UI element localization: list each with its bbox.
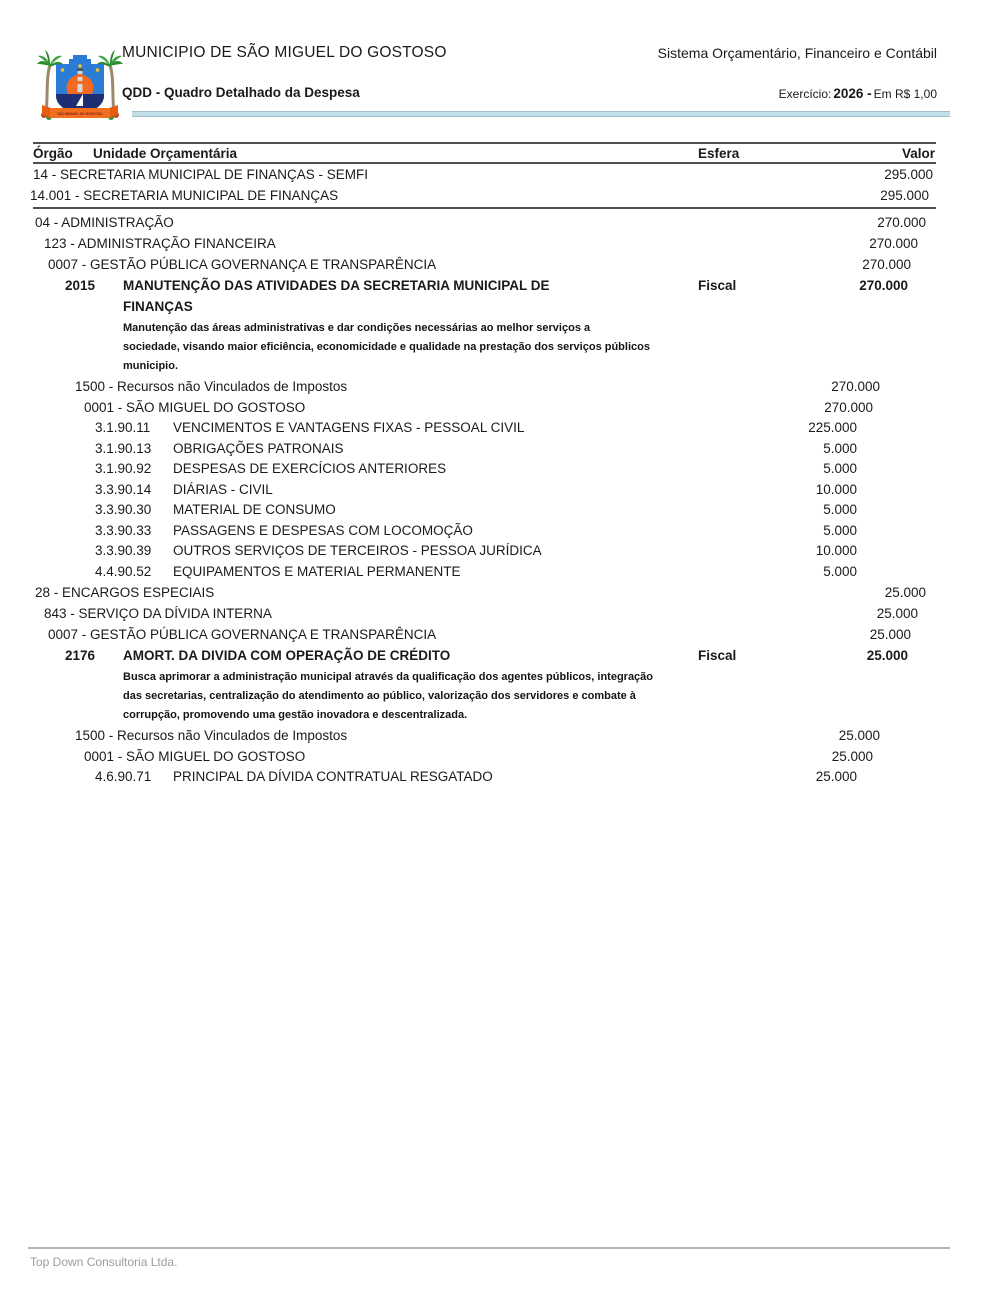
municipality-coat-of-arms-logo	[36, 28, 124, 122]
exercise-label: Exercício:	[778, 87, 832, 101]
table-row-subfuncao	[33, 233, 936, 254]
table-row-fonte	[33, 376, 936, 397]
action-description-line: Manutenção das áreas administrativas e dar condições necessárias ao melhor serviços a	[123, 322, 591, 334]
row-label	[95, 562, 461, 583]
row-value: 270.000	[824, 400, 873, 415]
row-label	[95, 767, 493, 788]
row-name: OUTROS SERVIÇOS DE TERCEIROS - PESSOA JURÍDICA	[173, 543, 542, 558]
row-code: 3.3.90.39	[95, 543, 152, 558]
action-title-line: FINANÇAS	[123, 299, 193, 314]
action-title-line: MANUTENÇÃO DAS ATIVIDADES DA SECRETARIA MUNICIPAL DE	[123, 278, 550, 293]
row-label	[95, 480, 273, 501]
row-label: 123 - ADMINISTRAÇÃO FINANCEIRA	[44, 236, 276, 251]
column-header-orgao: Órgão	[33, 146, 73, 161]
table-row-elemento	[33, 562, 936, 583]
action-title	[123, 275, 623, 317]
row-value: 295.000	[884, 167, 933, 182]
table-row-funcao	[33, 212, 936, 233]
table-rows	[30, 164, 936, 788]
table-row-programa	[33, 254, 936, 275]
action-esfera-value: Fiscal	[698, 278, 737, 293]
row-code: 4.6.90.71	[95, 769, 152, 784]
action-description	[123, 317, 936, 376]
system-name: Sistema Orçamentário, Financeiro e Contábil	[657, 45, 937, 61]
row-value: 5.000	[823, 522, 857, 538]
action-header	[33, 645, 936, 666]
table-row-unidade	[30, 185, 936, 209]
row-value: 5.000	[823, 563, 857, 579]
row-name: PASSAGENS E DESPESAS COM LOCOMOÇÃO	[173, 522, 473, 538]
row-label: 28 - ENCARGOS ESPECIAIS	[35, 585, 215, 600]
row-label: 04 - ADMINISTRAÇÃO	[35, 215, 174, 230]
action-description-line: das secretarias, centralização do atendimento ao público, valorização dos servidores e combate à	[123, 690, 636, 702]
row-value: 270.000	[862, 257, 911, 272]
row-value: 25.000	[838, 728, 880, 743]
row-value: 225.000	[808, 420, 857, 435]
table-row-elemento	[33, 500, 936, 521]
table-row-funcao	[33, 582, 936, 603]
action-description	[123, 666, 936, 725]
row-code: 3.1.90.11	[95, 420, 151, 435]
column-header-unidade: Unidade Orçamentária	[93, 146, 238, 161]
row-label	[95, 500, 336, 521]
row-value: 270.000	[869, 236, 918, 251]
row-value: 5.000	[823, 440, 857, 456]
currency-note: Em R$ 1,00	[873, 87, 937, 101]
row-value: 270.000	[877, 215, 926, 230]
table-row-detalhamento	[33, 397, 936, 418]
table-row-elemento	[33, 459, 936, 480]
row-code: 3.3.90.33	[95, 522, 152, 538]
table-row-subfuncao	[33, 603, 936, 624]
exercise-info	[779, 86, 937, 101]
action-title	[123, 645, 623, 666]
row-value: 5.000	[823, 461, 857, 476]
row-value: 25.000	[815, 769, 857, 784]
row-code: 3.1.90.13	[95, 440, 152, 456]
action-description-line: corrupção, promovendo uma gestão inovadora e descentralizada.	[123, 709, 468, 721]
table-header-row	[33, 142, 936, 164]
row-value: 25.000	[831, 749, 873, 764]
row-label	[95, 418, 524, 439]
row-label: 14 - SECRETARIA MUNICIPAL DE FINANÇAS - SEMFI	[33, 167, 369, 182]
shield	[56, 55, 104, 116]
header-accent-bar	[132, 111, 950, 117]
expense-table	[30, 142, 936, 788]
row-value: 270.000	[831, 379, 880, 394]
table-row-programa	[33, 624, 936, 645]
row-label: 0001 - SÃO MIGUEL DO GOSTOSO	[84, 400, 306, 415]
row-code: 3.3.90.30	[95, 502, 152, 517]
row-value: 295.000	[880, 188, 929, 203]
row-label: 0007 - GESTÃO PÚBLICA GOVERNANÇA E TRANSPARÊNCIA	[48, 257, 437, 272]
row-name: DESPESAS DE EXERCÍCIOS ANTERIORES	[173, 461, 447, 476]
action-title-line: AMORT. DA DIVIDA COM OPERAÇÃO DE CRÉDITO	[123, 648, 451, 663]
row-label: 0007 - GESTÃO PÚBLICA GOVERNANÇA E TRANSPARÊNCIA	[48, 627, 437, 642]
row-value: 25.000	[869, 627, 911, 642]
table-row-elemento	[33, 439, 936, 460]
action-code: 2176	[65, 648, 96, 663]
municipality-title: MUNICIPIO DE SÃO MIGUEL DO GOSTOSO	[122, 44, 447, 61]
svg-text:SÃO MIGUEL DO GOSTOSO: SÃO MIGUEL DO GOSTOSO	[57, 112, 103, 116]
row-label: 1500 - Recursos não Vinculados de Impostos	[75, 379, 348, 394]
row-name: OBRIGAÇÕES PATRONAIS	[173, 440, 344, 456]
row-value: 5.000	[823, 502, 857, 517]
table-row-elemento	[33, 418, 936, 439]
footer-company: Top Down Consultoria Ltda.	[30, 1255, 178, 1269]
row-code: 3.1.90.92	[95, 461, 152, 476]
row-name: VENCIMENTOS E VANTAGENS FIXAS - PESSOAL CIVIL	[173, 420, 525, 435]
row-label	[95, 521, 473, 542]
action-code: 2015	[65, 278, 96, 293]
row-code: 4.4.90.52	[95, 563, 152, 579]
row-name: DIÁRIAS - CIVIL	[173, 481, 273, 497]
action-description-line: sociedade, visando maior eficiência, economicidade e qualidade na prestação dos serviços públicos	[123, 341, 650, 353]
action-description-line: municipio.	[123, 360, 178, 372]
row-name: MATERIAL DE CONSUMO	[173, 502, 336, 517]
table-row-elemento	[33, 521, 936, 542]
row-label	[95, 541, 542, 562]
column-header-valor: Valor	[901, 146, 935, 161]
action-row	[33, 645, 936, 725]
table-row-elemento	[33, 767, 936, 788]
row-label: 14.001 - SECRETARIA MUNICIPAL DE FINANÇAS	[30, 188, 339, 203]
table-row-detalhamento	[33, 746, 936, 767]
row-value: 25.000	[884, 585, 926, 600]
action-value: 270.000	[859, 278, 908, 293]
row-label: 0001 - SÃO MIGUEL DO GOSTOSO	[84, 749, 306, 764]
row-label: 1500 - Recursos não Vinculados de Impostos	[75, 728, 348, 743]
table-row-elemento	[33, 541, 936, 562]
row-value: 10.000	[815, 543, 857, 558]
exercise-year: 2026 -	[833, 86, 872, 101]
row-value: 10.000	[815, 481, 857, 497]
action-header	[33, 275, 936, 317]
row-label	[95, 439, 344, 460]
table-row-fonte	[33, 725, 936, 746]
row-value: 25.000	[876, 606, 918, 621]
row-name: PRINCIPAL DA DÍVIDA CONTRATUAL RESGATADO	[173, 769, 493, 784]
action-value: 25.000	[866, 648, 908, 663]
action-row	[33, 275, 936, 376]
row-label: 843 - SERVIÇO DA DÍVIDA INTERNA	[44, 606, 272, 621]
table-row-elemento	[33, 480, 936, 501]
table-row-orgao	[33, 164, 936, 185]
footer-divider	[28, 1247, 950, 1249]
row-code: 3.3.90.14	[95, 481, 152, 497]
column-header-esfera: Esfera	[698, 146, 740, 161]
row-label	[95, 459, 446, 480]
action-esfera-value: Fiscal	[698, 648, 737, 663]
report-title: QDD - Quadro Detalhado da Despesa	[122, 85, 360, 100]
action-description-line: Busca aprimorar a administração municipal através da qualificação dos agentes públicos, integração	[123, 671, 654, 683]
row-name: EQUIPAMENTOS E MATERIAL PERMANENTE	[173, 563, 461, 579]
